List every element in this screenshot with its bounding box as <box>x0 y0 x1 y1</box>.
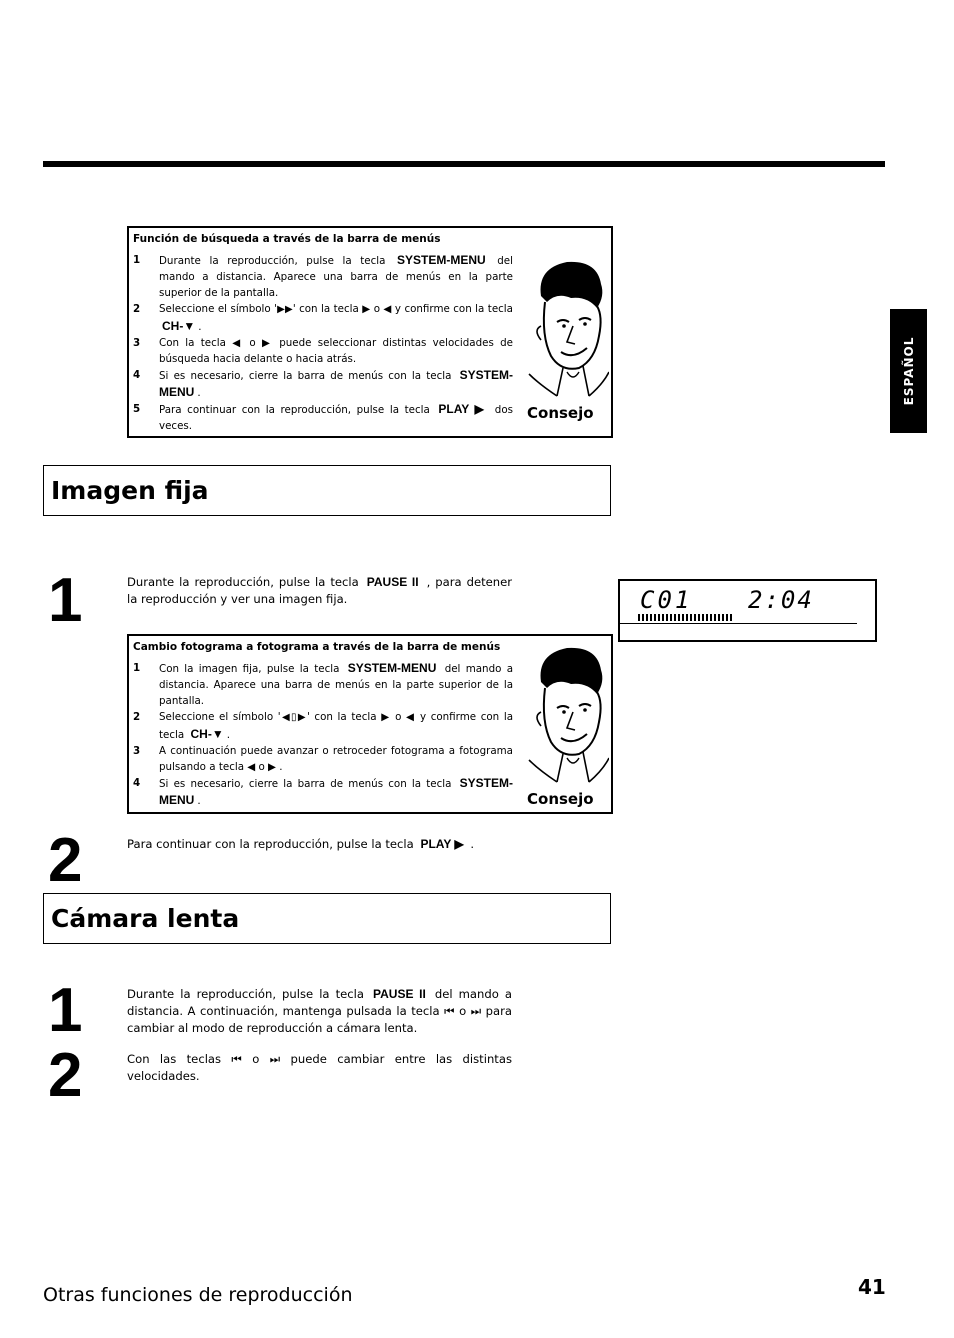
play-key-label: PLAY ▶ <box>420 837 464 851</box>
tip-step <box>133 335 513 367</box>
step-number: 2 <box>133 303 141 315</box>
tip-label: Consejo <box>527 404 594 422</box>
step-text: . <box>226 729 230 741</box>
display-chapter: C01 <box>640 586 693 614</box>
step-number: 3 <box>133 745 141 757</box>
step-text-play: Para continuar con la reproducción, pulse la tecla PLAY ▶ . <box>127 837 475 851</box>
step-number-1: 1 <box>48 976 83 1045</box>
section-header-still-image <box>43 465 611 516</box>
step-number: 3 <box>133 337 141 349</box>
step-number-2: 2 <box>48 1041 83 1110</box>
step-text: Con la tecla ◀ o ▶ puede seleccionar distintas velocidades de búsqueda hacia delante o hacia atrás. <box>159 337 513 365</box>
top-rule <box>43 161 885 167</box>
key-label: PLAY ▶ <box>438 402 487 416</box>
tip-box-frame-by-frame <box>127 634 613 814</box>
tip-step <box>133 743 513 775</box>
tip-box-search <box>127 226 613 438</box>
tip-step <box>133 252 513 301</box>
step-number: 2 <box>133 711 141 723</box>
step-text-speeds: Con las teclas ⏮ o ⏭ puede cambiar entre las distintas velocidades. <box>127 1052 512 1083</box>
step-text: ' con la tecla ▶ o ◀ y confirme con la tecla <box>292 303 513 315</box>
step-number: 5 <box>133 403 141 415</box>
step-text: Con la imagen fija, pulse la tecla <box>159 663 340 675</box>
language-tab-label: ESPAÑOL <box>901 336 916 406</box>
page-number: 41 <box>858 1275 886 1299</box>
step-text-slow-motion: Durante la reproducción, pulse la tecla PAUSE II del mando a distancia. A continuación, mantenga pulsada la tecla ⏮ o ⏭ para cambiar al modo de reproducción a cámara lenta. <box>127 987 512 1035</box>
step-text: A continuación puede avanzar o retroceder fotograma a fotograma pulsando a tecla ◀ o ▶ . <box>159 745 513 773</box>
step-number: 1 <box>133 254 141 266</box>
key-label: CH-▼ <box>162 319 196 333</box>
tip-step <box>133 367 513 401</box>
section-title: Imagen fija <box>51 476 209 505</box>
step-text: dos veces. <box>159 404 513 432</box>
section-header-slow-motion <box>43 893 611 944</box>
step-text: del mando a distancia. Aparece una barra de menús en la parte superior de la pantalla. <box>159 663 513 707</box>
footer-section-name: Otras funciones de reproducción <box>43 1284 353 1306</box>
step-text: del mando a distancia. Aparece una barra de menús en la parte superior de la pantalla. <box>159 255 513 299</box>
step-text: Seleccione el símbolo ' <box>159 303 277 315</box>
key-label: SYSTEM-MENU <box>347 661 437 675</box>
display-time: 2:04 <box>748 586 814 614</box>
step-text: . <box>197 795 201 807</box>
key-label: SYSTEM-MENU <box>159 368 513 399</box>
step-number: 4 <box>133 369 141 381</box>
language-tab <box>890 309 927 433</box>
step-text: . <box>197 387 201 399</box>
tip-title: Cambio fotograma a fotograma a través de la barra de menús <box>133 641 501 653</box>
step-text: Durante la reproducción, pulse la tecla <box>159 255 386 267</box>
display-underline <box>620 623 857 624</box>
frame-step-icon: ◀▯▶ <box>280 712 307 723</box>
fast-forward-icon: ▶▶ <box>276 304 293 315</box>
step-text: Para continuar con la reproducción, pulse la tecla <box>159 404 430 416</box>
tip-step <box>133 401 513 434</box>
section-title: Cámara lenta <box>51 904 240 933</box>
tip-steps <box>133 252 513 434</box>
key-label: CH-▼ <box>190 727 224 741</box>
pause-key-label: PAUSE II <box>373 987 426 1001</box>
step-number-1: 1 <box>48 566 83 635</box>
cartoon-face-icon <box>527 642 609 787</box>
step-text: Si es necesario, cierre la barra de menús con la tecla <box>159 370 452 382</box>
step-text: . <box>198 321 202 333</box>
tip-step <box>133 775 513 809</box>
tip-label: Consejo <box>527 790 594 808</box>
player-display <box>618 579 877 642</box>
step-text-pause: Durante la reproducción, pulse la tecla PAUSE II , para detener la reproducción y ver una imagen fija. <box>127 575 513 606</box>
tip-title: Función de búsqueda a través de la barra de menús <box>133 233 441 245</box>
step-text: Seleccione el símbolo ' <box>159 711 281 723</box>
tip-steps <box>133 660 513 809</box>
tip-step <box>133 709 513 743</box>
step-number: 4 <box>133 777 141 789</box>
tip-step <box>133 301 513 335</box>
key-label: SYSTEM-MENU <box>397 253 486 267</box>
tip-step <box>133 660 513 709</box>
display-level-bar <box>638 614 734 621</box>
key-label: SYSTEM-MENU <box>159 776 513 807</box>
step-number: 1 <box>133 662 141 674</box>
step-text: ' con la tecla ▶ o ◀ y confirme con la tecla <box>159 711 514 741</box>
step-number-2: 2 <box>48 826 83 895</box>
cartoon-face-icon <box>527 256 609 401</box>
step-text: Si es necesario, cierre la barra de menús con la tecla <box>159 778 452 790</box>
pause-key-label: PAUSE II <box>366 575 419 589</box>
